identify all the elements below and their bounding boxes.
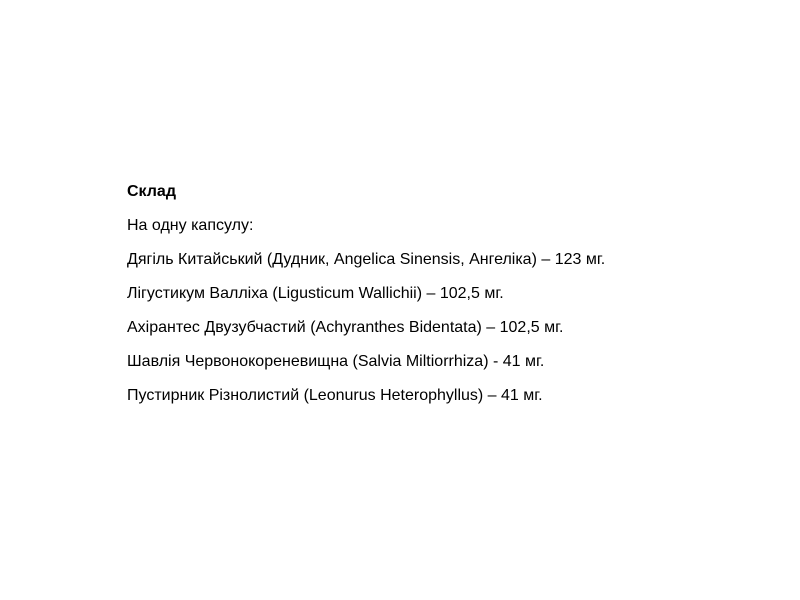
ingredient-line: Лігустикум Валліха (Ligusticum Wallichii) – 102,5 мг. (127, 285, 504, 302)
ingredient-line: Шавлія Червонокореневищна (Salvia Miltiorrhiza) - 41 мг. (127, 353, 545, 370)
per-capsule-label: На одну капсулу: (127, 217, 254, 234)
ingredient-line: Дягіль Китайський (Дудник, Angelica Sinensis, Ангеліка) – 123 мг. (127, 251, 606, 268)
ingredient-line: Ахірантес Двузубчастий (Achyranthes Bidentata) – 102,5 мг. (127, 319, 564, 336)
ingredient-line: Пустирник Різнолистий (Leonurus Heterophyllus) – 41 мг. (127, 387, 543, 404)
composition-section (127, 180, 787, 407)
section-title: Склад (127, 183, 176, 200)
